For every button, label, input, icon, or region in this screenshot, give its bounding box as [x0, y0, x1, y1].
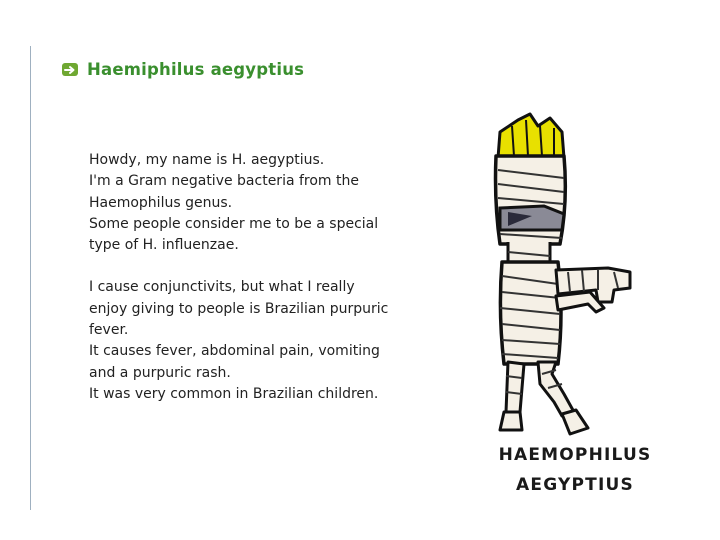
paragraph-intro: [89, 150, 449, 256]
page-title: Haemiphilus aegyptius: [87, 60, 305, 79]
text-line: enjoy giving to people is Brazilian purpuric: [89, 300, 389, 317]
description-text: [89, 150, 449, 405]
arrow-right-icon: [62, 63, 78, 76]
caption-line: HAEMOPHILUS: [498, 445, 652, 465]
text-line: type of H. influenzae.: [89, 237, 239, 254]
text-line: Howdy, my name is H. aegyptius.: [89, 152, 325, 168]
text-line: It was very common in Brazilian children.: [89, 385, 379, 402]
text-line: and a purpuric rash.: [89, 364, 231, 381]
text-line: I'm a Gram negative bacteria from the: [89, 173, 359, 190]
text-line: Haemophilus genus.: [89, 194, 233, 211]
text-line: Some people consider me to be a special: [89, 215, 379, 232]
text-line: I cause conjunctivits, but what I really: [89, 279, 355, 296]
paragraph-disease: [89, 277, 449, 405]
illustration-caption: [470, 440, 680, 500]
mummy-character-icon: [478, 112, 668, 442]
section-header: [62, 60, 304, 79]
left-divider: [30, 46, 31, 510]
caption-line: AEGYPTIUS: [516, 475, 634, 495]
text-line: It causes fever, abdominal pain, vomiting: [89, 343, 380, 360]
text-line: fever.: [89, 322, 129, 339]
